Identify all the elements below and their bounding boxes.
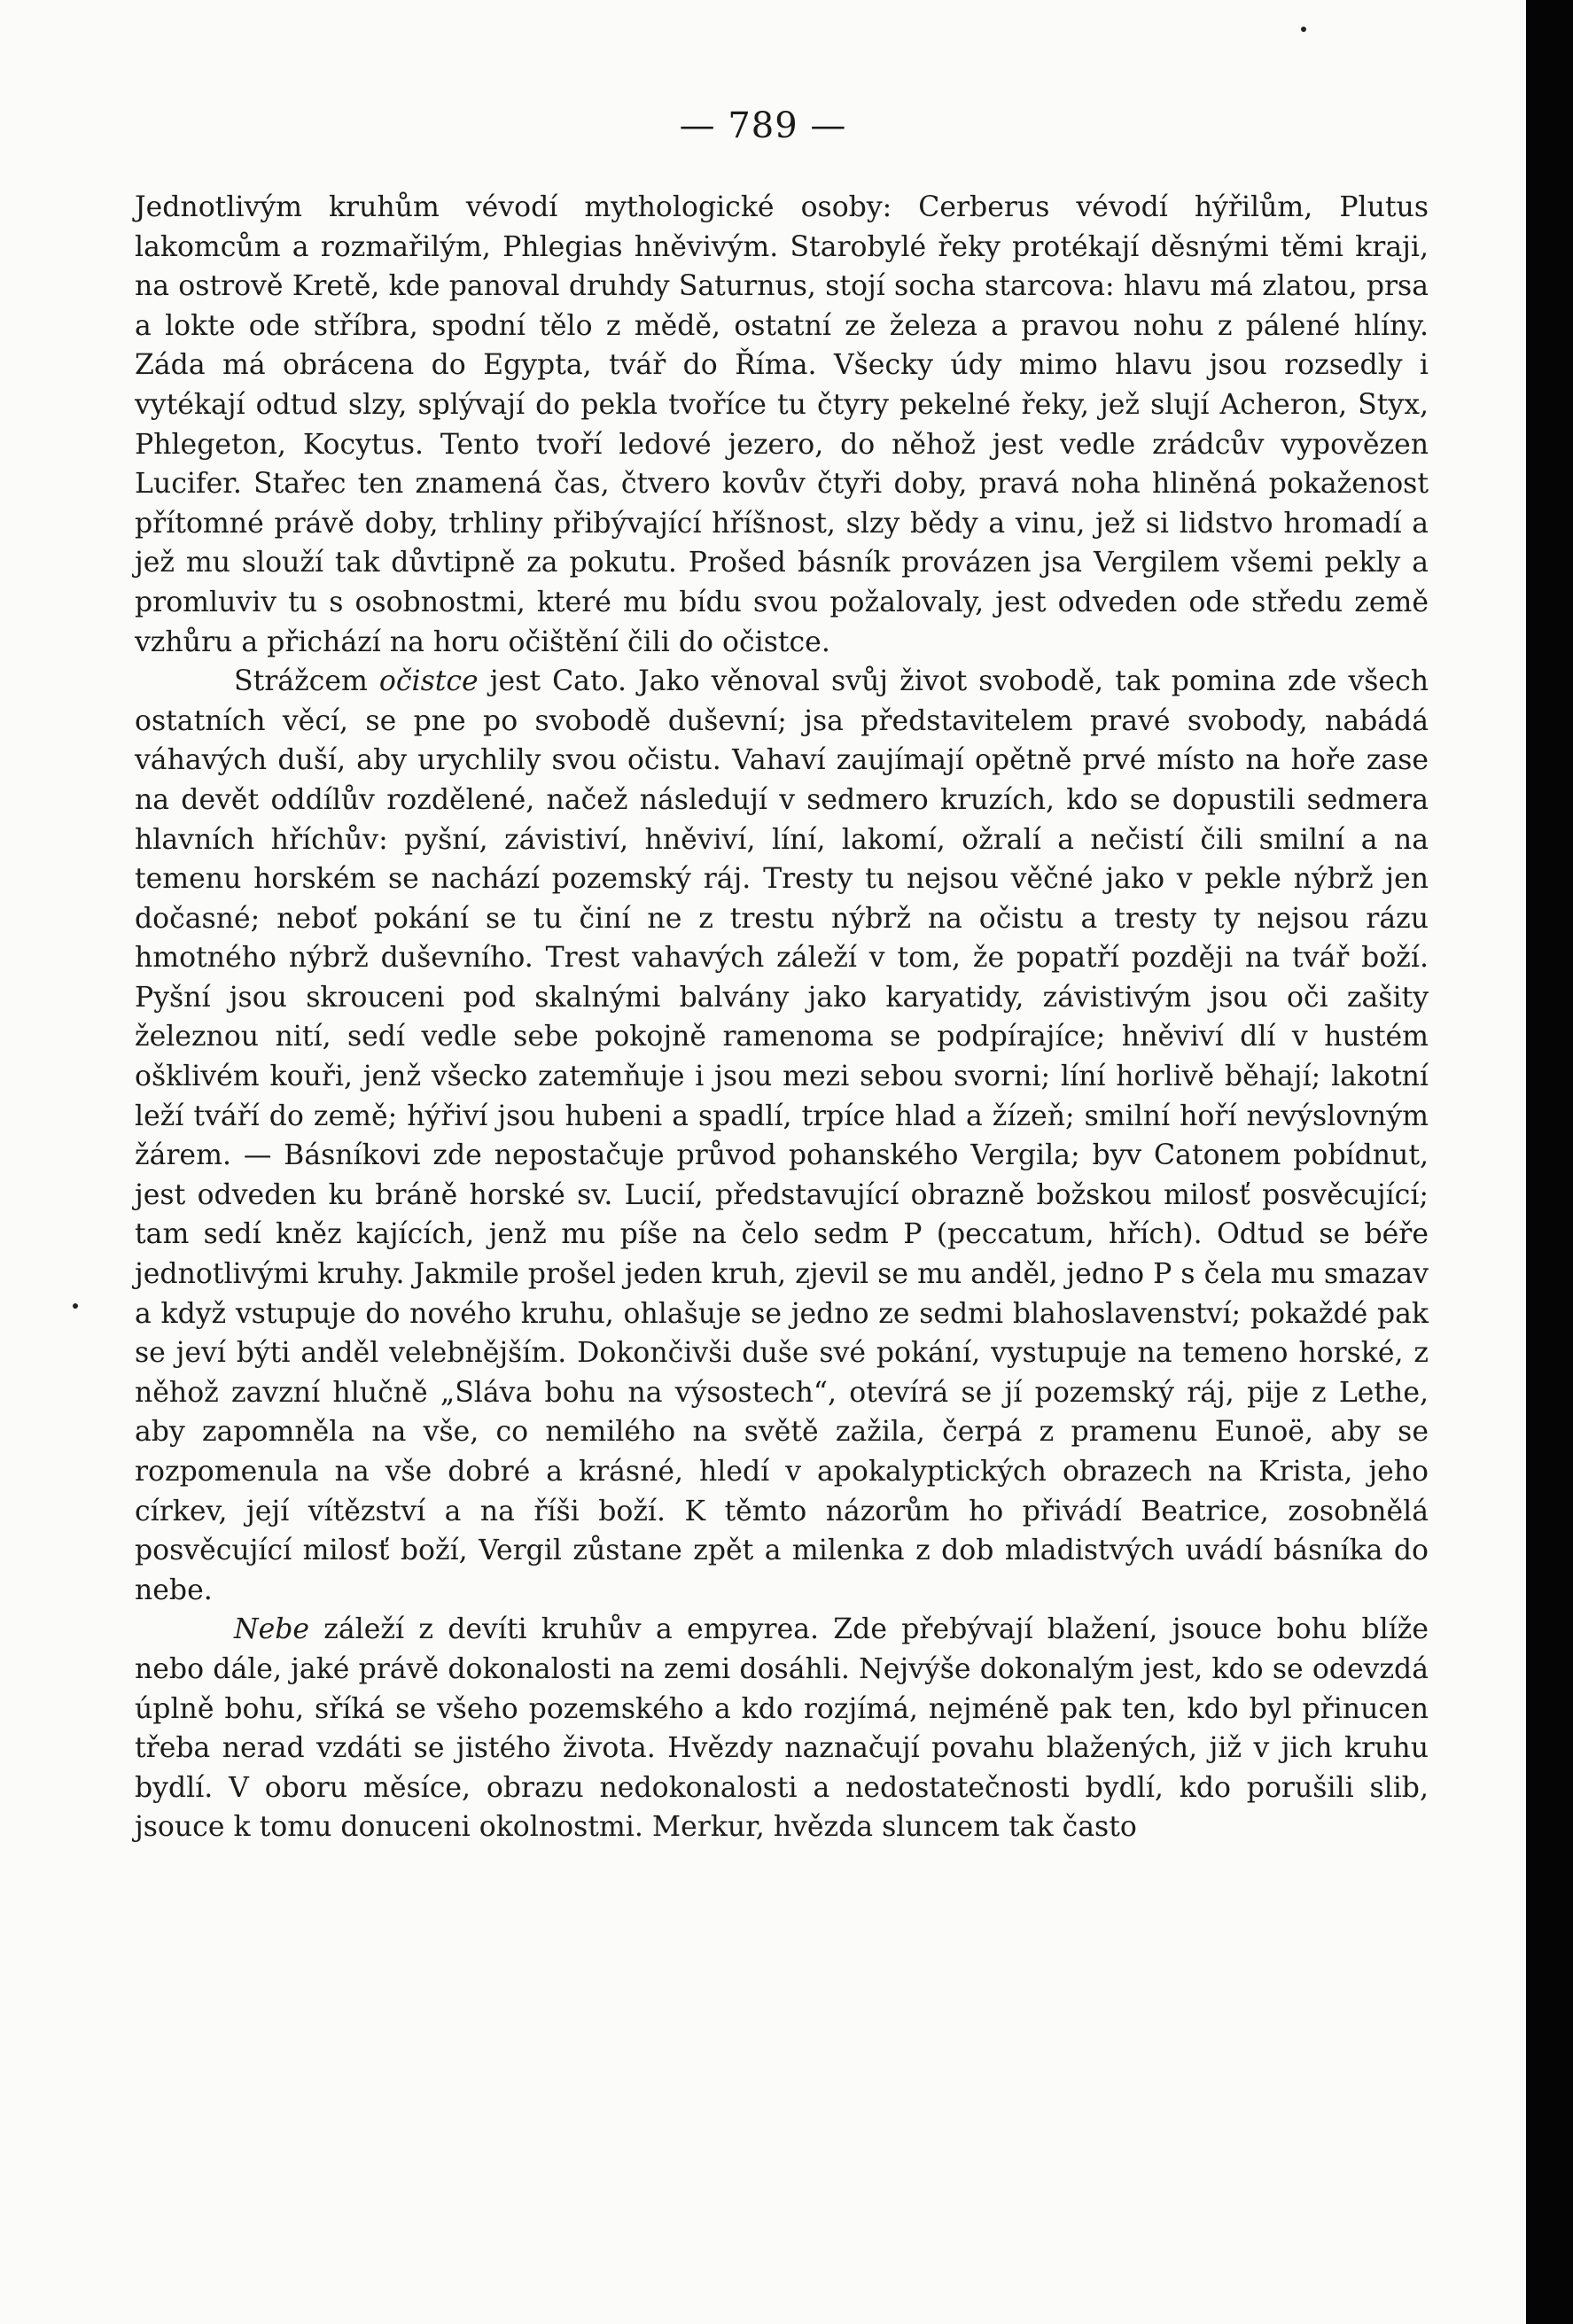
paragraph-purgatory	[135, 662, 1429, 1610]
italic-term-ocistce: očistce	[378, 665, 479, 698]
paragraph-heaven	[135, 1610, 1429, 1847]
body-text	[135, 188, 1429, 1847]
print-speck	[73, 1303, 78, 1309]
italic-term-nebe: Nebe	[234, 1613, 310, 1646]
page-number: — 789 —	[679, 105, 847, 146]
print-speck	[1301, 27, 1306, 32]
paragraph-text: Strážcem	[234, 665, 379, 698]
paragraph-text: jest Cato. Jako věnoval svůj život svobodě, tak pomina zde všech ostatních věcí, se pne po svobodě duševní; jsa představitelem pravé svobody, nabádá váhavých duší, aby urychlily svou očistu. Vahaví zaujímají opětně prvé místo na hoře zase na devět oddílův rozdělené, načež následují v sedmero kruzích, kdo se dopustili sedmera hlavních hříchův: pyšní, závistiví, hněviví, líní, lakomí, ožralí a nečistí čili smilní a na temenu horském se nachází pozemský ráj. Tresty tu nejsou věčné jako v pekle nýbrž jen dočasné; neboť pokání se tu činí ne z trestu nýbrž na očistu a tresty ty nejsou rázu hmotného nýbrž duševního. Trest vahavých záleží v tom, že popatří později na tvář boží. Pyšní jsou skrouceni pod skalnými balvány jako karyatidy, závistivým jsou oči zašity železnou nití, sedí vedle sebe pokojně ramenoma se podpírajíce; hněviví dlí v hustém ošklivém kouři, jenž všecko zatemňuje i jsou mezi sebou svorni; líní horlivě běhají; lakotní leží tváří do země; hýřiví jsou hubeni a spadlí, trpíce hlad a žízeň; smilní hoří nevýslovným žárem. — Básníkovi zde nepostačuje průvod pohanského Vergila; byv Catonem pobídnut, jest odveden ku bráně horské sv. Lucií, představující obrazně božskou milosť posvěcující; tam sedí kněz kajících, jenž mu píše na čelo sedm P (peccatum, hřích). Odtud se béře jednotlivými kruhy. Jakmile prošel jeden kruh, zjevil se mu anděl, jedno P s čela mu smazav a když vstupuje do nového kruhu, ohlašuje se jedno ze sedmi blahoslavenství; pokaždé pak se jeví býti anděl velebnějším. Dokončivši duše své pokání, vystupuje na temeno horské, z něhož zavzní hlučně „Sláva bohu na výsostech“, otevírá se jí pozemský ráj, pije z Lethe, aby zapomněla na vše, co nemilého na světě zažila, čerpá z pramenu Eunoë, aby se rozpomenula na vše dobré a krásné, hledí v apokalyptických obrazech na Krista, jeho církev, její vítězství a na říši boží. K těmto názorům ho přivádí Beatrice, zosobnělá posvěcující milosť boží, Vergil zůstane zpět a milenka z dob mladistvých uvádí básníka do nebe.	[135, 665, 1429, 1606]
paragraph-text: záleží z devíti kruhův a empyrea. Zde přebývají blažení, jsouce bohu blíže nebo dále, jaké právě dokonalosti na zemi dosáhli. Nejvýše dokonalým jest, kdo se odevzdá úplně bohu, sříká se všeho pozemského a kdo rozjímá, nejméně pak ten, kdo byl přinucen třeba nerad vzdáti se jistého života. Hvězdy naznačují povahu blažených, již v jich kruhu bydlí. V oboru měsíce, obrazu nedokonalosti a nedostatečnosti bydlí, kdo porušili slib, jsouce k tomu donuceni okolnostmi. Merkur, hvězda sluncem tak často	[135, 1613, 1429, 1844]
paragraph-circles-of-hell	[135, 188, 1429, 662]
paragraph-text: Jednotlivým kruhům vévodí mythologické osoby: Cerberus vévodí hýřilům, Plutus lakomcům a rozmařilým, Phlegias hněvivým. Starobylé řeky protékají děsnými těmi kraji, na ostrově Kretě, kde panoval druhdy Saturnus, stojí socha starcova: hlavu má zlatou, prsa a lokte ode stříbra, spodní tělo z mědě, ostatní ze železa a pravou nohu z pálené hlíny. Záda má obrácena do Egypta, tvář do Říma. Všecky údy mimo hlavu jsou rozsedly i vytékají odtud slzy, splývají do pekla tvoříce tu čtyry pekelné řeky, jež slují Acheron, Styx, Phlegeton, Kocytus. Tento tvoří ledové jezero, do něhož jest vedle zrádcův vypovězen Lucifer. Stařec ten znamená čas, čtvero kovův čtyři doby, pravá noha hliněná pokaženost přítomné právě doby, trhliny přibývající hříšnost, slzy bědy a vinu, jež si lidstvo hromadí a jež mu slouží tak důvtipně za pokutu. Prošed básník provázen jsa Vergilem všemi pekly a promluviv tu s osobnostmi, které mu bídu svou požalovaly, jest odveden ode středu země vzhůru a přichází na horu očištění čili do očistce.	[135, 191, 1429, 658]
scan-edge	[1526, 0, 1573, 2324]
